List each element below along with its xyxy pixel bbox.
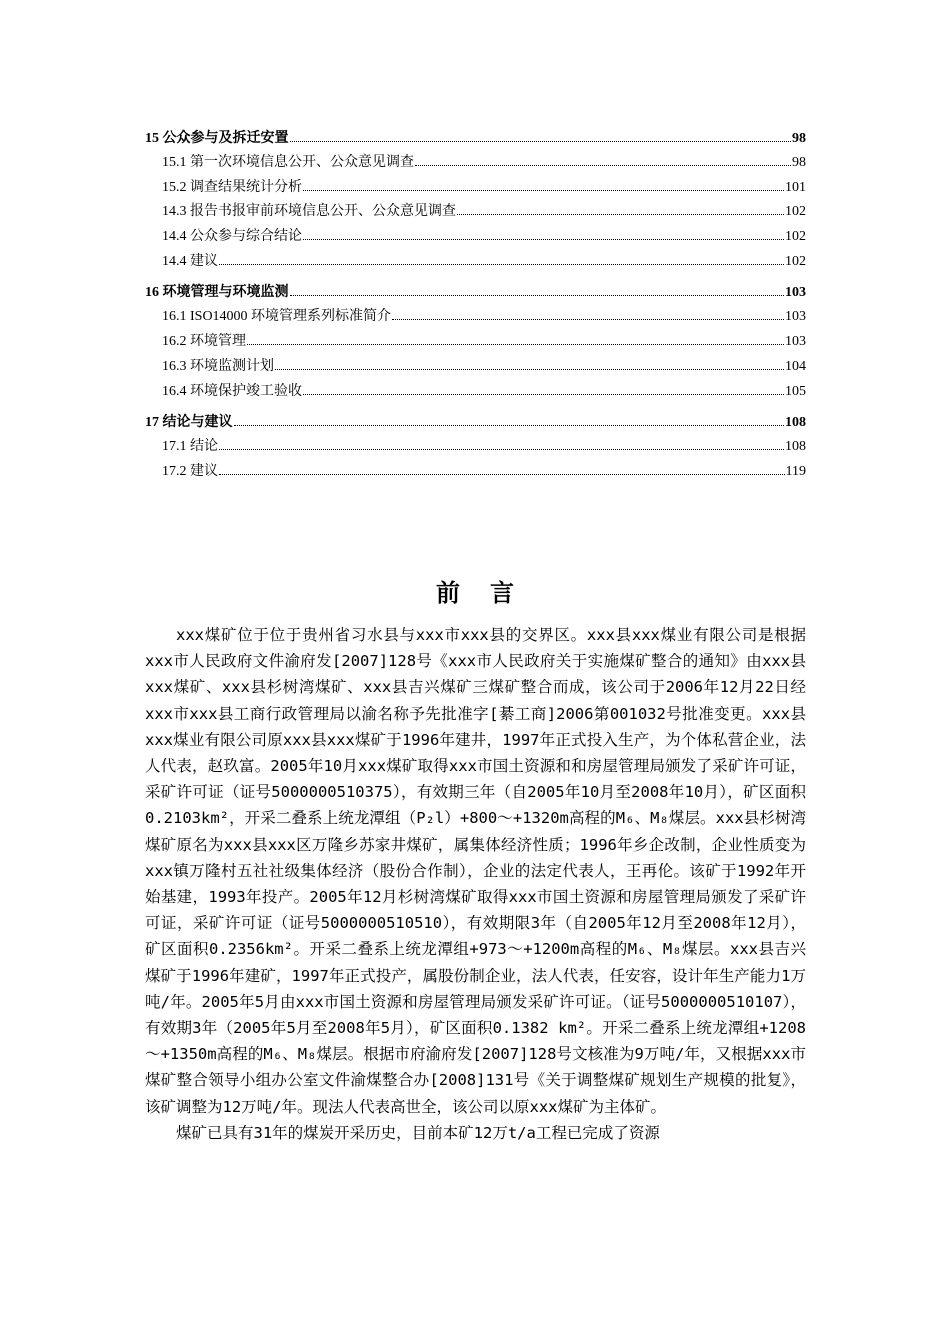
toc-title: 14.4 公众参与综合结论 xyxy=(162,229,302,245)
toc-section-15-2[interactable] xyxy=(145,176,806,201)
toc-title: 16.4 环境保护竣工验收 xyxy=(162,383,302,399)
toc-leader xyxy=(415,165,791,166)
toc-title: 14.4 建议 xyxy=(162,253,218,269)
toc-page: 103 xyxy=(785,309,806,325)
toc-leader xyxy=(303,394,784,395)
toc-leader xyxy=(234,425,785,426)
preface-heading: 前言 xyxy=(436,579,544,608)
preface-body xyxy=(145,622,806,1146)
toc-title: 17.1 结论 xyxy=(162,439,218,455)
toc-leader xyxy=(392,319,784,320)
toc-section-16-1[interactable] xyxy=(145,305,806,330)
toc-section-14-4-suggestion[interactable] xyxy=(145,250,806,275)
toc-leader xyxy=(290,295,785,296)
toc-page: 102 xyxy=(785,204,806,220)
toc-leader xyxy=(290,141,792,142)
toc-chapter-16[interactable] xyxy=(145,281,806,305)
toc-leader xyxy=(219,264,784,265)
toc-section-16-4[interactable] xyxy=(145,380,806,405)
toc-page: 98 xyxy=(792,155,806,170)
toc-section-16-3[interactable] xyxy=(145,355,806,380)
toc-page: 119 xyxy=(785,463,806,479)
toc-title: 16.2 环境管理 xyxy=(162,334,246,350)
preface-paragraph: 煤矿已具有31年的煤炭开采历史，目前本矿12万t/a工程已完成了资源 xyxy=(176,1123,660,1142)
toc-chapter-17[interactable] xyxy=(145,411,806,435)
toc-section-15-1[interactable] xyxy=(145,151,806,176)
toc-page: 104 xyxy=(785,358,806,374)
toc-leader xyxy=(247,344,784,345)
toc-title: 16.1 ISO14000 环境管理系列标准简介 xyxy=(162,309,392,325)
toc-section-16-2[interactable] xyxy=(145,330,806,355)
toc-title: 15 公众参与及拆迁安置 xyxy=(145,131,289,146)
toc-leader xyxy=(219,449,784,450)
toc-page: 105 xyxy=(785,383,806,399)
toc-chapter-15[interactable] xyxy=(145,127,806,151)
toc-title: 17 结论与建议 xyxy=(145,415,233,431)
toc-page: 103 xyxy=(785,285,806,301)
toc-page: 108 xyxy=(785,439,806,455)
toc-section-14-3[interactable] xyxy=(145,200,806,225)
toc-leader xyxy=(219,474,785,475)
toc-section-17-1[interactable] xyxy=(145,435,806,460)
toc-leader xyxy=(457,214,784,215)
toc-page: 101 xyxy=(785,179,806,195)
toc-title: 14.3 报告书报审前环境信息公开、公众意见调查 xyxy=(162,204,456,220)
table-of-contents xyxy=(145,127,806,485)
toc-title: 15.1 第一次环境信息公开、公众意见调查 xyxy=(162,155,414,170)
toc-leader xyxy=(303,190,784,191)
toc-leader xyxy=(275,369,784,370)
toc-section-17-2[interactable] xyxy=(145,460,806,485)
toc-page: 98 xyxy=(792,131,806,146)
toc-title: 16.3 环境监测计划 xyxy=(162,358,274,374)
toc-page: 103 xyxy=(785,334,806,350)
toc-section-14-4-conclusion[interactable] xyxy=(145,225,806,250)
toc-title: 15.2 调查结果统计分析 xyxy=(162,179,302,195)
toc-leader xyxy=(303,239,784,240)
preface-paragraph: xxx煤矿位于位于贵州省习水县与xxx市xxx县的交界区。xxx县xxx煤业有限公司是根据xxx市人民政府文件渝府发[2007]128号《xxx市人民政府关于实施煤矿整合的通知》由xxx县xxx煤矿、xxx县杉树湾煤矿、xxx县吉兴煤矿三煤矿整合而成，该公司于2006年12月22日经xxx市xxx县工商行政管理局以渝名称予先批准字[綦工商]2006第001032号批准变更。xxx县xxx煤业有限公司原xxx县xxx煤矿于1996年建井，1997年正式投入生产，为个体私营企业，法人代表，赵玖富。2005年10月xxx煤矿取得xxx市国土资源和和房屋管理局颁发了采矿许可证，采矿许可证（证号5000000510375），有效期三年（自2005年10月至2008年10月），矿区面积0.2103km²，开采二叠系上统龙潭组（P₂l）+800～+1320m高程的M₆、M₈煤层。xxx县杉树湾煤矿原名为xxx县xxx区万隆乡苏家井煤矿，属集体经济性质；1996年乡企改制，企业性质变为xxx镇万隆村五社社级集体经济（股份合作制），企业的法定代表人，王再伦。该矿于1992年开始基建，1993年投产。2005年12月杉树湾煤矿取得xxx市国土资源和房屋管理局颁发了采矿许可证，采矿许可证（证号5000000510510），有效期限3年（自2005年12月至2008年12月），矿区面积0.2356km²。开采二叠系上统龙潭组+973～+1200m高程的M₆、M₈煤层。xxx县吉兴煤矿于1996年建矿，1997年正式投产，属股份制企业，法人代表，任安容，设计年生产能力1万吨/年。2005年5月由xxx市国土资源和房屋管理局颁发采矿许可证。（证号5000000510107），有效期3年（2005年5月至2008年5月），矿区面积0.1382 km²。开采二叠系上统龙潭组+1208～+1350m高程的M₆、M₈煤层。根据市府渝府发[2007]128号文核准为9万吨/年，又根据xxx市煤矿整合领导小组办公室文件渝煤整合办[2008]131号《关于调整煤矿规划生产规模的批复》，该矿调整为12万吨/年。现法人代表高世全，该公司以原xxx煤矿为主体矿。 xyxy=(145,626,806,1116)
toc-page: 102 xyxy=(785,229,806,245)
toc-page: 102 xyxy=(785,253,806,269)
toc-title: 17.2 建议 xyxy=(162,463,218,479)
toc-page: 108 xyxy=(785,415,806,431)
toc-title: 16 环境管理与环境监测 xyxy=(145,285,289,301)
